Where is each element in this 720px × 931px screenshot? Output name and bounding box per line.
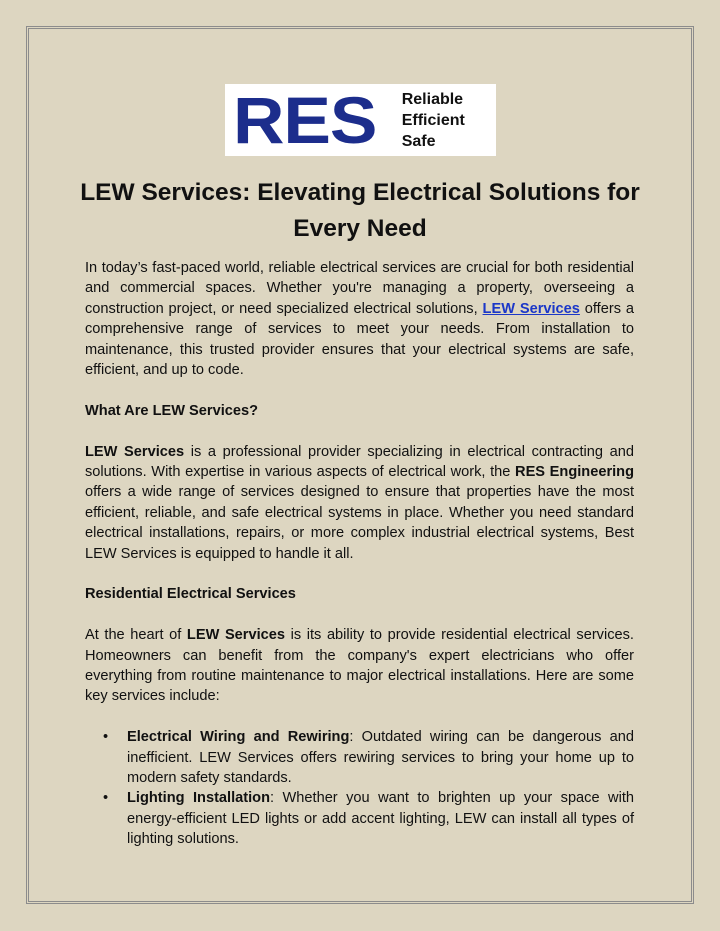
intro-text-end: offers a comprehensive range of services to meet your needs. From installation to maintenance, this trusted provider ensures that your electrical systems are safe, efficient, and up to code.	[85, 300, 635, 379]
section2-paragraph	[85, 625, 634, 707]
list-item-text: : Outdated wiring can be dangerous and inefficient. LEW Services offers rewiring services to bring your home up to modern safety standards.	[127, 729, 634, 787]
bold-lew-services-2: LEW Services	[186, 627, 285, 644]
section2-text-1: At the heart of	[85, 627, 187, 644]
section1-text-1: is a professional provider specializing in electrical contracting and solutions. With expertise in various aspects of electrical work, the	[85, 443, 634, 481]
res-logo	[225, 84, 496, 156]
list-item	[85, 727, 634, 788]
section-heading-residential: Residential Electrical Services	[85, 586, 296, 603]
section2-text-2: is its ability to provide residential electrical services. Homeowners can benefit from the company's expert electricians who offer everything from routine maintenance to major electrical installations. Here are some key services include:	[85, 627, 634, 705]
article-body	[85, 258, 634, 850]
lew-services-link[interactable]: LEW Services	[482, 300, 580, 317]
list-item-title: Lighting Installation	[127, 790, 271, 807]
list-item-title: Electrical Wiring and Rewiring	[127, 729, 350, 746]
section1-paragraph	[85, 442, 634, 564]
section1-text-2: offers a wide range of services designed to ensure that properties have the most efficient, reliable, and safe electrical systems in place. Whether you need standard electrical installations, repairs, or more complex industrial electrical systems, Best LEW Services is equipped to handle it all.	[85, 484, 634, 562]
logo-line-1: Reliable	[401, 90, 464, 108]
bullet-icon: •	[103, 790, 109, 807]
list-item	[85, 788, 634, 849]
services-list	[85, 727, 634, 849]
page-title: LEW Services: Elevating Electrical Solutions for Every Need	[80, 179, 640, 242]
logo-line-3: Safe	[401, 132, 436, 150]
logo-letters: RES	[233, 83, 377, 157]
bold-res-engineering: RES Engineering	[515, 464, 635, 481]
bullet-icon: •	[103, 729, 109, 746]
intro-paragraph	[85, 258, 634, 380]
logo-line-2: Efficient	[401, 111, 465, 129]
logo-tagline	[402, 89, 465, 152]
bold-lew-services: LEW Services	[85, 443, 185, 460]
intro-text-start: In today’s fast-paced world, reliable electrical services are crucial for both residential and commercial spaces. Whether you're managing a property, overseeing a construction project, or need specialized electrical solutions,	[85, 260, 634, 317]
section-heading-what-are: What Are LEW Services?	[85, 402, 259, 419]
list-item-text: : Whether you want to brighten up your space with energy-efficient LED lights or add accent lighting, LEW can install all types of lighting solutions.	[127, 790, 634, 848]
